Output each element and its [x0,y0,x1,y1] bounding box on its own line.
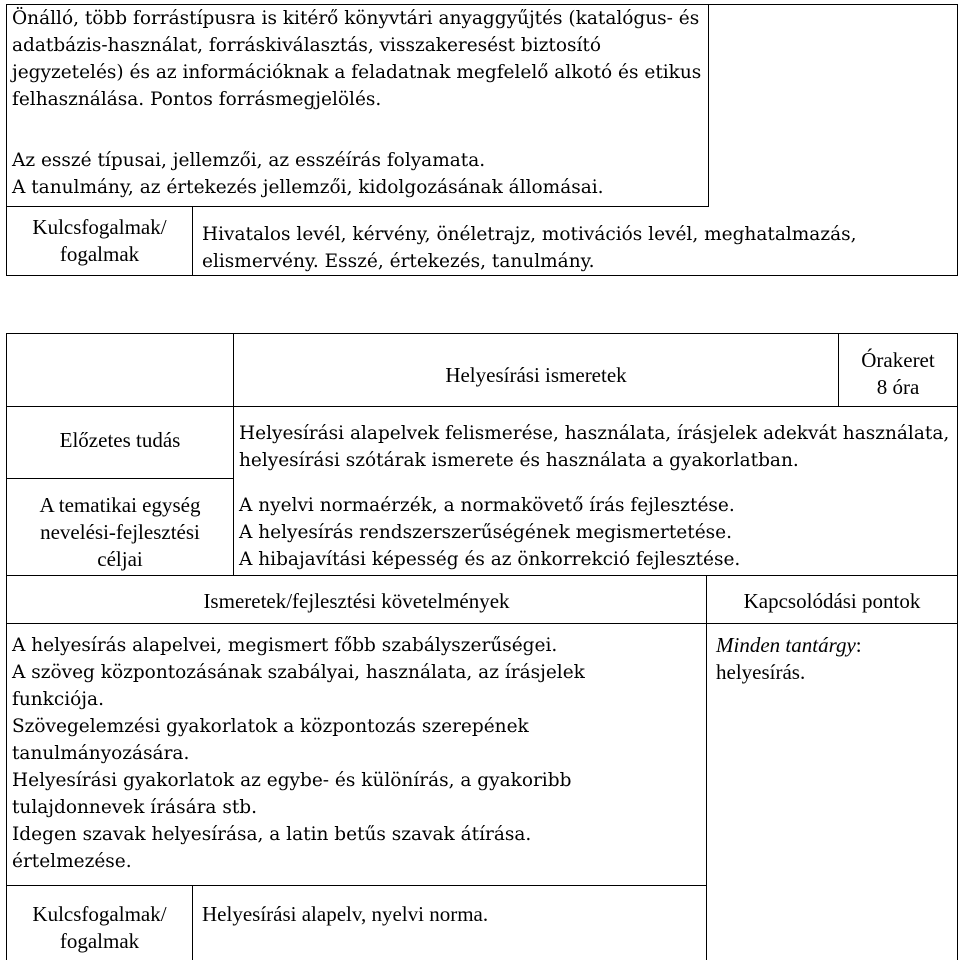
bottom-table-header-divider [6,406,958,407]
goal-item: A hibajavítási képesség és az önkorrekció fejlesztése. [239,549,741,570]
top-key-concepts-label-line1: Kulcsfogalmak/ [32,215,167,239]
top-key-concepts-label [7,214,192,268]
bottom-key-concepts-label [7,901,192,955]
essay-line-2: A tanulmány, az értekezés jellemzői, kidolgozásának állomásai. [12,177,604,198]
goals-label-line2: nevelési-fejlesztési [40,520,200,544]
hours-value: 8 óra [876,375,920,399]
bottom-table-key-divider [6,885,706,886]
resource-paragraph: Önálló, több forrástípusra is kitérő könyvtári anyaggyűjtés (katalógus- és adatbázis-használat, forráskiválasztás, visszakeresést biztosító jegyzetelés) és az információknak a feladatnak megfelelő alkotó és etikus felhasználása. Pontos forrásmegjelölés. [12,8,702,110]
prior-knowledge-label: Előzetes tudás [59,428,181,452]
connection-subject: Minden tantárgy [716,633,856,657]
requirement-item: értelmezése. [12,851,132,872]
connection-topic: helyesírás. [716,660,806,684]
top-key-concepts-text: Hivatalos levél, kérvény, önéletrajz, motivációs levél, meghatalmazás, elismervény. Esszé, értekezés, tanulmány. [202,224,857,272]
goals-label-line1: A tematikai egység [39,493,201,517]
requirement-item: Helyesírási gyakorlatok az egybe- és különírás, a gyakoribb tulajdonnevek írására stb. [12,770,572,818]
bottom-key-concepts-text: Helyesírási alapelv, nyelvi norma. [202,902,489,926]
connections-cell [716,632,951,686]
requirement-item: A helyesírás alapelvei, megismert főbb szabályszerűségei. [12,635,558,656]
top-table-border-right [957,4,958,276]
essay-paragraph [12,147,706,201]
bottom-table-border-top [6,333,958,334]
requirement-item: Szövegelemzési gyakorlatok a központozás szerepének tanulmányozására. [12,716,529,764]
bottom-table-border-right [957,333,958,960]
bottom-table-label-divider [6,478,234,479]
section-title: Helyesírási ismeretek [445,363,627,387]
goals-label [7,492,233,573]
goal-item: A nyelvi normaérzék, a normakövető írás fejlesztése. [239,495,735,516]
goals-list [239,492,951,573]
requirement-item: Idegen szavak helyesírása, a latin betűs szavak átírása. [12,824,532,845]
essay-line-1: Az esszé típusai, jellemzői, az esszéírás folyamata. [12,150,486,171]
bottom-key-concepts-label-line2: fogalmak [59,929,140,953]
requirements-header: Ismeretek/fejlesztési követelmények [203,589,510,613]
top-table-divider [6,206,708,207]
prior-knowledge-text: Helyesírási alapelvek felismerése, használata, írásjelek adekvát használata, helyesírási szótárak ismerete és használata a gyakorlatban. [239,423,950,471]
goal-item: A helyesírás rendszerszerűségének megismertetése. [239,522,732,543]
hours-cell [839,347,957,401]
bottom-table-requirements-divider [6,623,958,624]
goals-label-line3: céljai [97,547,143,571]
bottom-key-concepts-label-line1: Kulcsfogalmak/ [32,902,167,926]
requirements-list [12,632,652,875]
bottom-table-connections-column [706,575,707,960]
connection-colon: : [855,633,862,657]
hours-label: Órakeret [861,348,935,372]
top-table-border-bottom [6,275,958,276]
requirement-item: A szöveg központozásának szabályai, használata, az írásjelek funkciója. [12,662,585,710]
top-key-concepts-label-line2: fogalmak [59,242,140,266]
top-table-inner-right [708,4,709,207]
connection-line-1 [716,632,951,659]
connections-header: Kapcsolódási pontok [743,589,921,613]
bottom-table-key-label-column [192,885,193,960]
top-table-label-divider [192,206,193,276]
bottom-table-goals-divider [6,575,958,576]
